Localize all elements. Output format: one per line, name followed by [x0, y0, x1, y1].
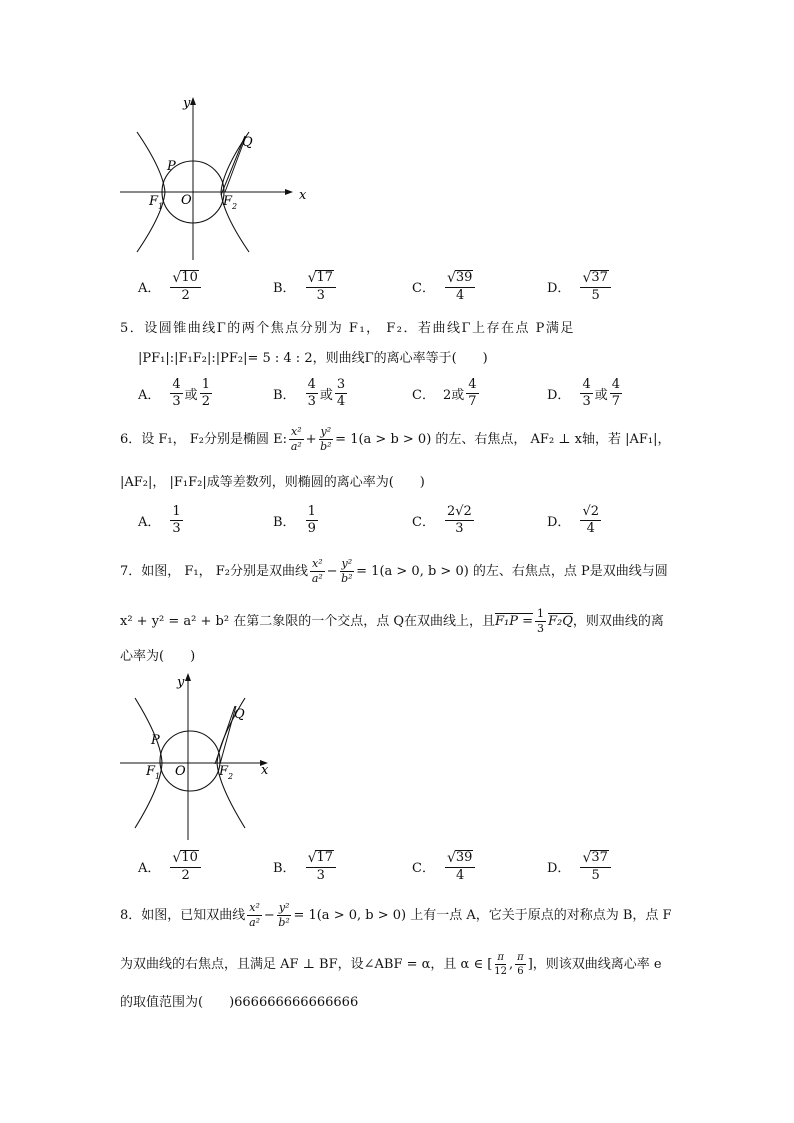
- focus-f2-sub-2: 2: [228, 772, 234, 781]
- hyperbola-figure-q7: [115, 668, 285, 843]
- q4-option-c[interactable]: C． √ 39 4: [412, 270, 477, 303]
- q5-line1: 5．设圆锥曲线Γ的两个焦点分别为 F₁， F₂．若曲线Γ上存在点 P满足: [120, 321, 575, 336]
- q5-line2: |PF₁|:|F₁F₂|:|PF₂|= 5 : 4 : 2，则曲线Γ的离心率等于( ): [138, 351, 488, 366]
- focus-f2-sub: 2: [232, 202, 238, 211]
- q7-option-c[interactable]: C． √ 39 4: [412, 850, 477, 883]
- q8-line2: 为双曲线的右焦点，且满足 AF ⊥ BF，设∠ABF = α，且 α ∈ [ $\frac{\pi}{12}$ , $\frac{\pi}{6}$ ]，则该双曲线离心率 e: [120, 952, 662, 977]
- q6-line2: |AF₂|， |F₁F₂|成等差数列，则椭圆的离心率为( ): [120, 475, 425, 490]
- q4-options: [0, 270, 794, 310]
- focus-f1-label: F: [149, 194, 159, 209]
- q4-option-d[interactable]: D． √ 37 5: [547, 270, 613, 303]
- q7-option-a[interactable]: A． √ 10 2: [138, 850, 203, 883]
- q5-options: [0, 378, 794, 418]
- q6-option-c[interactable]: C． $\frac{2√2}{3}$: [412, 504, 472, 537]
- origin-label-2: O: [175, 764, 186, 779]
- q7-line2: x² + y² = a² + b² 在第二象限的一个交点，点 Q在双曲线上，且 F₁P = $\frac{1}{3}$ F₂Q ，则双曲线的离: [120, 607, 664, 636]
- origin-label: O: [181, 193, 192, 208]
- q6-option-d[interactable]: D． $\frac{√2}{4}$: [547, 504, 599, 537]
- x-axis-label: x: [299, 188, 307, 203]
- q5-option-d[interactable]: D． $\frac{4}{3}$ 或 $\frac{4}{7}$: [547, 377, 621, 410]
- q4-option-a[interactable]: A． √ 10 2: [138, 270, 203, 303]
- x-axis-label-2: x: [261, 763, 269, 778]
- point-p-label: P: [167, 159, 176, 174]
- q7-line1: 7．如图， F₁， F₂分别是双曲线 $\frac{\text{x²}}{\text{a²}}$ − $\frac{\text{y²}}{\text{b²}}$ = 1(a > 0, b > 0) 的左、右焦点，点 P是双曲线与圆: [120, 557, 668, 586]
- q5-option-b[interactable]: B． $\frac{4}{3}$ 或 $\frac{3}{4}$: [273, 377, 346, 410]
- point-p-label-2: P: [151, 733, 160, 748]
- q5-option-c[interactable]: C． 2或 $\frac{4}{7}$: [412, 377, 477, 410]
- q6-line1: 6．设 F₁， F₂分别是椭圆 E: $\frac{\text{x²}}{\text{a²}}$ + $\frac{\text{y²}}{\text{b²}}$ = 1(a > b > 0) 的左、右焦点， AF₂ ⊥ x轴，若 |AF₁|，: [120, 425, 671, 454]
- q6-options: [0, 505, 794, 545]
- y-axis-label-2: y: [177, 675, 185, 690]
- q7-option-d[interactable]: D． √ 37 5: [547, 850, 613, 883]
- focus-f1-sub: 1: [158, 202, 164, 211]
- focus-f1-label-2: F: [146, 764, 156, 779]
- focus-f1-sub-2: 1: [155, 772, 161, 781]
- q8-line1: 8．如图，已知双曲线 $\frac{\text{x²}}{\text{a²}}$ − $\frac{\text{y²}}{\text{b²}}$ = 1(a > 0, b > 0) 上有一点 A，它关于原点的对称点为 B，点 F: [120, 901, 672, 930]
- q4-option-b[interactable]: B． √ 17 3: [273, 270, 338, 303]
- focus-f2-label-2: F: [219, 764, 229, 779]
- hyperbola-figure-top: [115, 92, 305, 262]
- q8-line3: 的取值范围为( )666666666666666: [120, 995, 359, 1010]
- point-q-label-2: Q: [234, 707, 245, 722]
- y-axis-label: y: [183, 96, 191, 111]
- point-q-label: Q: [242, 135, 253, 150]
- q6-option-a[interactable]: A． $\frac{1}{3}$: [138, 504, 181, 537]
- q7-options: [0, 850, 794, 890]
- q7-line3: 心率为( ): [120, 649, 196, 664]
- focus-f2-label: F: [223, 194, 233, 209]
- q5-option-a[interactable]: A． $\frac{4}{3}$ 或 $\frac{1}{2}$: [138, 377, 210, 410]
- q7-option-b[interactable]: B． √ 17 3: [273, 850, 338, 883]
- q6-option-b[interactable]: B． $\frac{1}{9}$: [273, 504, 316, 537]
